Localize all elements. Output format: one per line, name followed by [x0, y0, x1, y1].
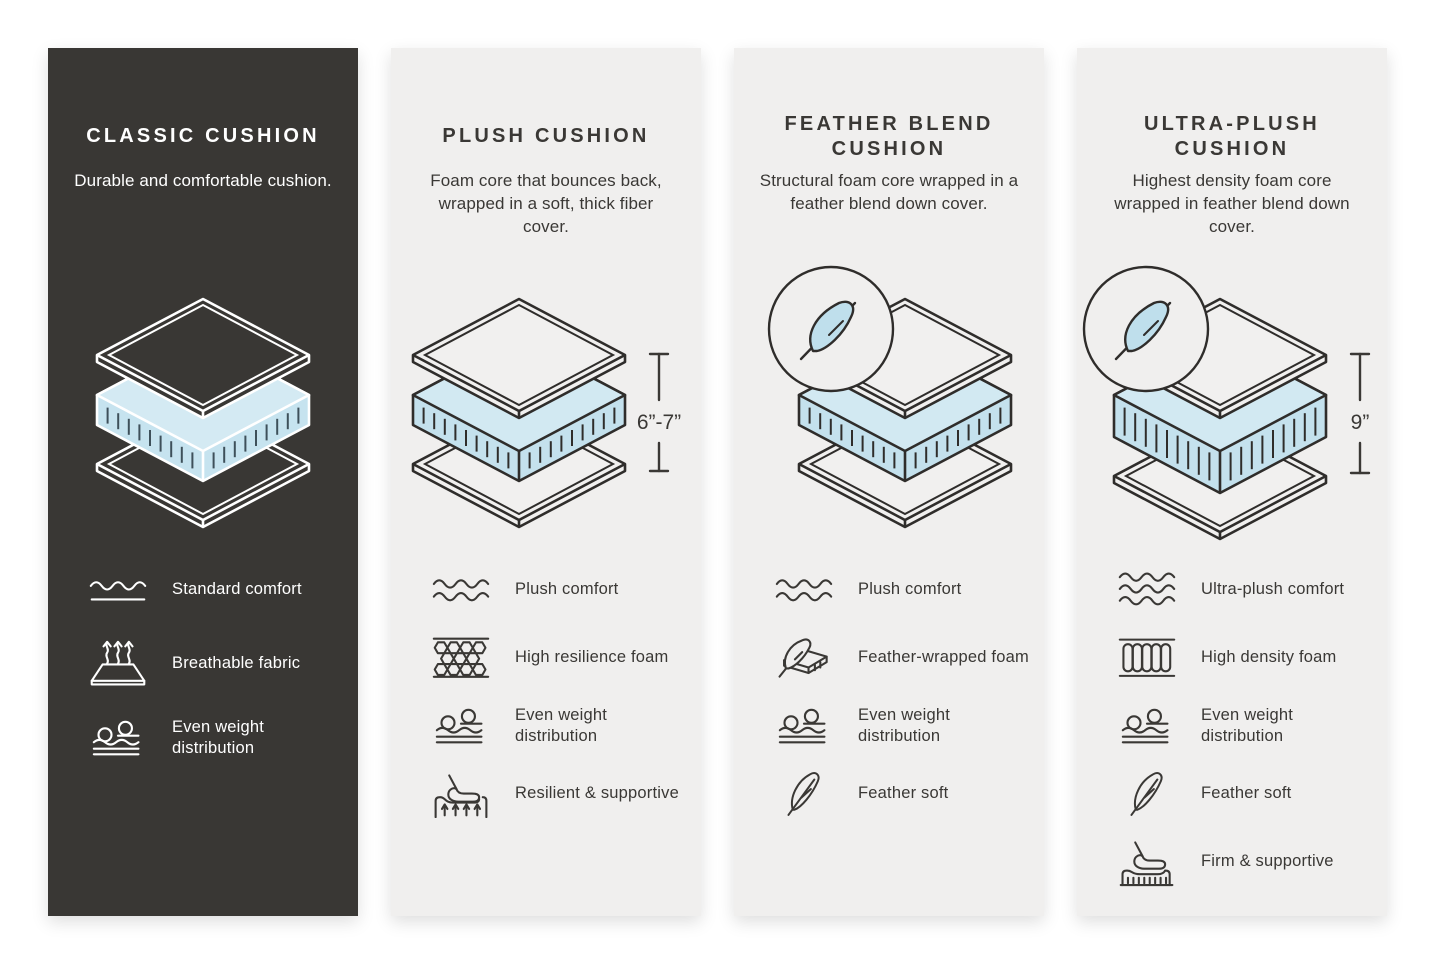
feature-label: Ultra-plush comfort: [1201, 580, 1345, 599]
feature-label: Firm & supportive: [1201, 852, 1334, 871]
panel-plush-cushion: [391, 48, 701, 916]
feature-row: [429, 698, 687, 754]
feature-label: Even weight distribution: [858, 705, 951, 745]
feature-row: [772, 766, 1030, 822]
feature-label: Plush comfort: [515, 580, 619, 599]
cushion-stack-svg: [765, 263, 1014, 531]
panel-feather-blend-cushion: [734, 48, 1044, 916]
honeycomb-foam-icon: [429, 630, 493, 686]
feature-label: Standard comfort: [172, 580, 302, 599]
feature-row: [429, 562, 687, 618]
even-weight-icon: [86, 710, 150, 766]
feature-row: [1115, 834, 1373, 890]
height-measure-label: 9”: [1350, 411, 1370, 434]
double-wave-icon: [772, 562, 836, 618]
panel-description: Durable and comfortable cushion.: [74, 171, 332, 190]
feature-label: High density foam: [1201, 648, 1337, 667]
even-weight-icon: [772, 698, 836, 754]
resilient-foot-icon: [429, 766, 493, 822]
panel-title: CLASSIC CUSHION: [86, 125, 320, 148]
cushion-stack-svg: [94, 294, 312, 531]
height-measure: [636, 354, 680, 471]
feature-row: [1115, 766, 1373, 822]
feature-row: [1115, 630, 1373, 686]
breathable-icon: [86, 636, 150, 692]
panel-title: FEATHER BLEND CUSHION: [784, 112, 994, 160]
cushion-layers-diagram: [391, 294, 701, 594]
feature-label: Feather soft: [858, 784, 949, 803]
feature-row: [429, 766, 687, 822]
panel-title: ULTRA-PLUSH CUSHION: [1144, 112, 1320, 160]
feature-label: High resilience foam: [515, 648, 669, 667]
triple-wave-icon: [1115, 562, 1179, 618]
cushion-stack-svg: [410, 294, 683, 531]
high-density-foam-icon: [1115, 630, 1179, 686]
feature-label: Plush comfort: [858, 580, 962, 599]
panel-ultra-plush-cushion: [1077, 48, 1387, 916]
cushion-stack-svg: [1080, 263, 1384, 543]
firm-foot-icon: [1115, 834, 1179, 890]
feature-row: [1115, 698, 1373, 754]
panel-classic-cushion: [48, 48, 358, 916]
feature-list: [86, 562, 344, 784]
height-measure: [1351, 354, 1370, 473]
even-weight-icon: [429, 698, 493, 754]
feature-row: [1115, 562, 1373, 618]
double-wave-icon: [429, 562, 493, 618]
single-wave-icon: [86, 562, 150, 618]
feature-list: [1115, 562, 1373, 902]
panel-title: PLUSH CUSHION: [442, 125, 650, 148]
height-measure-label: 6”-7”: [636, 411, 681, 434]
feature-list: [429, 562, 687, 834]
feather-icon: [772, 766, 836, 822]
feature-row: [86, 562, 344, 618]
feature-row: [772, 562, 1030, 618]
feather-wrapped-foam-icon: [772, 630, 836, 686]
feature-row: [429, 630, 687, 686]
feature-row: [86, 710, 344, 766]
even-weight-icon: [1115, 698, 1179, 754]
cushion-layers-diagram: [48, 294, 358, 594]
cushion-comparison-board: [48, 48, 1387, 916]
cushion-layers-diagram: [1077, 294, 1387, 594]
feature-row: [86, 636, 344, 692]
feature-label: Even weight distribution: [1201, 705, 1294, 745]
feature-row: [772, 698, 1030, 754]
feature-label: Resilient & supportive: [515, 784, 679, 803]
panel-description: Foam core that bounces back, wrapped in a soft, thick fiber cover.: [430, 171, 662, 237]
feature-label: Even weight distribution: [172, 717, 265, 757]
feather-badge-icon: [1084, 267, 1208, 391]
feature-label: Feather-wrapped foam: [858, 648, 1029, 667]
panel-description: Structural foam core wrapped in a feather blend down cover.: [759, 171, 1019, 214]
feather-icon: [1115, 766, 1179, 822]
feature-label: Feather soft: [1201, 784, 1292, 803]
feature-label: Breathable fabric: [172, 654, 301, 673]
panel-description: Highest density foam core wrapped in feather blend down cover.: [1114, 171, 1350, 237]
feature-row: [772, 630, 1030, 686]
feature-label: Even weight distribution: [515, 705, 608, 745]
feather-badge-icon: [769, 267, 893, 391]
feature-list: [772, 562, 1030, 834]
cushion-layers-diagram: [734, 294, 1044, 594]
